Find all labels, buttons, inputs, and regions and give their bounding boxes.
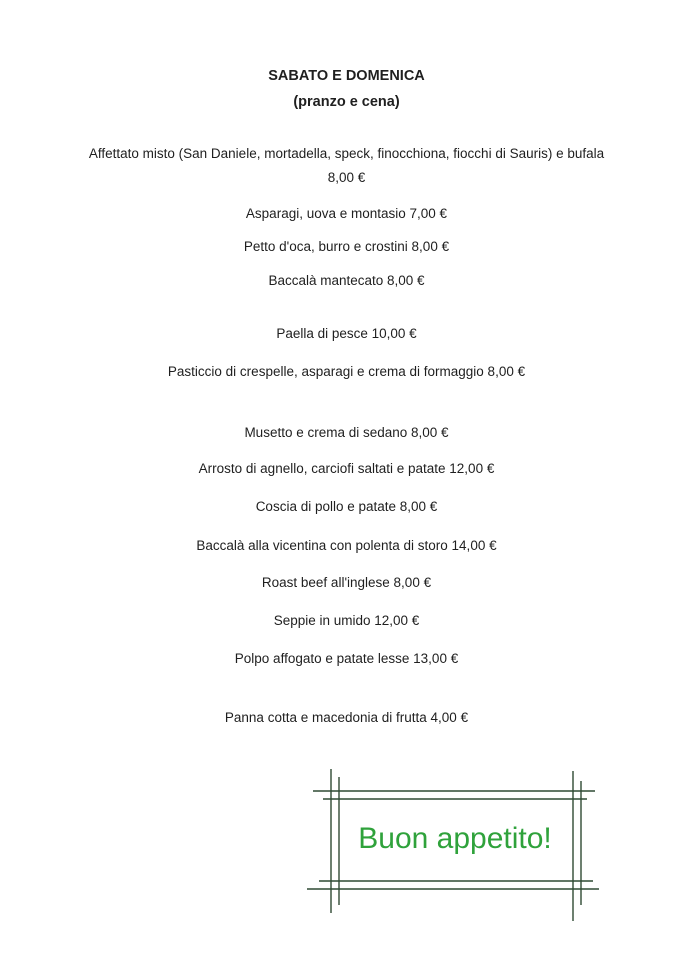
menu-item: Pasticcio di crespelle, asparagi e crema di formaggio 8,00 € — [167, 364, 526, 379]
menu-item-affettato-price: 8,00 € — [327, 170, 366, 185]
menu-item: Coscia di pollo e patate 8,00 € — [255, 499, 438, 514]
menu-item: Arrosto di agnello, carciofi saltati e patate 12,00 € — [198, 461, 495, 476]
menu-item-affettato-name: Affettato misto (San Daniele, mortadella, speck, finocchiona, fiocchi di Sauris) e bufala — [88, 146, 605, 161]
menu-item: Baccalà mantecato 8,00 € — [268, 273, 425, 288]
menu-title: SABATO E DOMENICA — [268, 68, 425, 84]
menu-item: Asparagi, uova e montasio 7,00 € — [245, 206, 448, 221]
greeting-frame — [305, 765, 605, 925]
menu-item-dessert: Panna cotta e macedonia di frutta 4,00 € — [224, 710, 469, 725]
menu-item: Seppie in umido 12,00 € — [273, 613, 420, 628]
menu-item: Baccalà alla vicentina con polenta di storo 14,00 € — [196, 538, 497, 553]
menu-item: Musetto e crema di sedano 8,00 € — [244, 425, 449, 440]
menu-subtitle: (pranzo e cena) — [293, 94, 400, 110]
greeting-text: Buon appetito! — [358, 822, 552, 855]
menu-item: Polpo affogato e patate lesse 13,00 € — [234, 651, 459, 666]
menu-item: Petto d'oca, burro e crostini 8,00 € — [243, 239, 450, 254]
menu-item: Roast beef all'inglese 8,00 € — [261, 575, 432, 590]
menu-item: Paella di pesce 10,00 € — [276, 326, 417, 341]
